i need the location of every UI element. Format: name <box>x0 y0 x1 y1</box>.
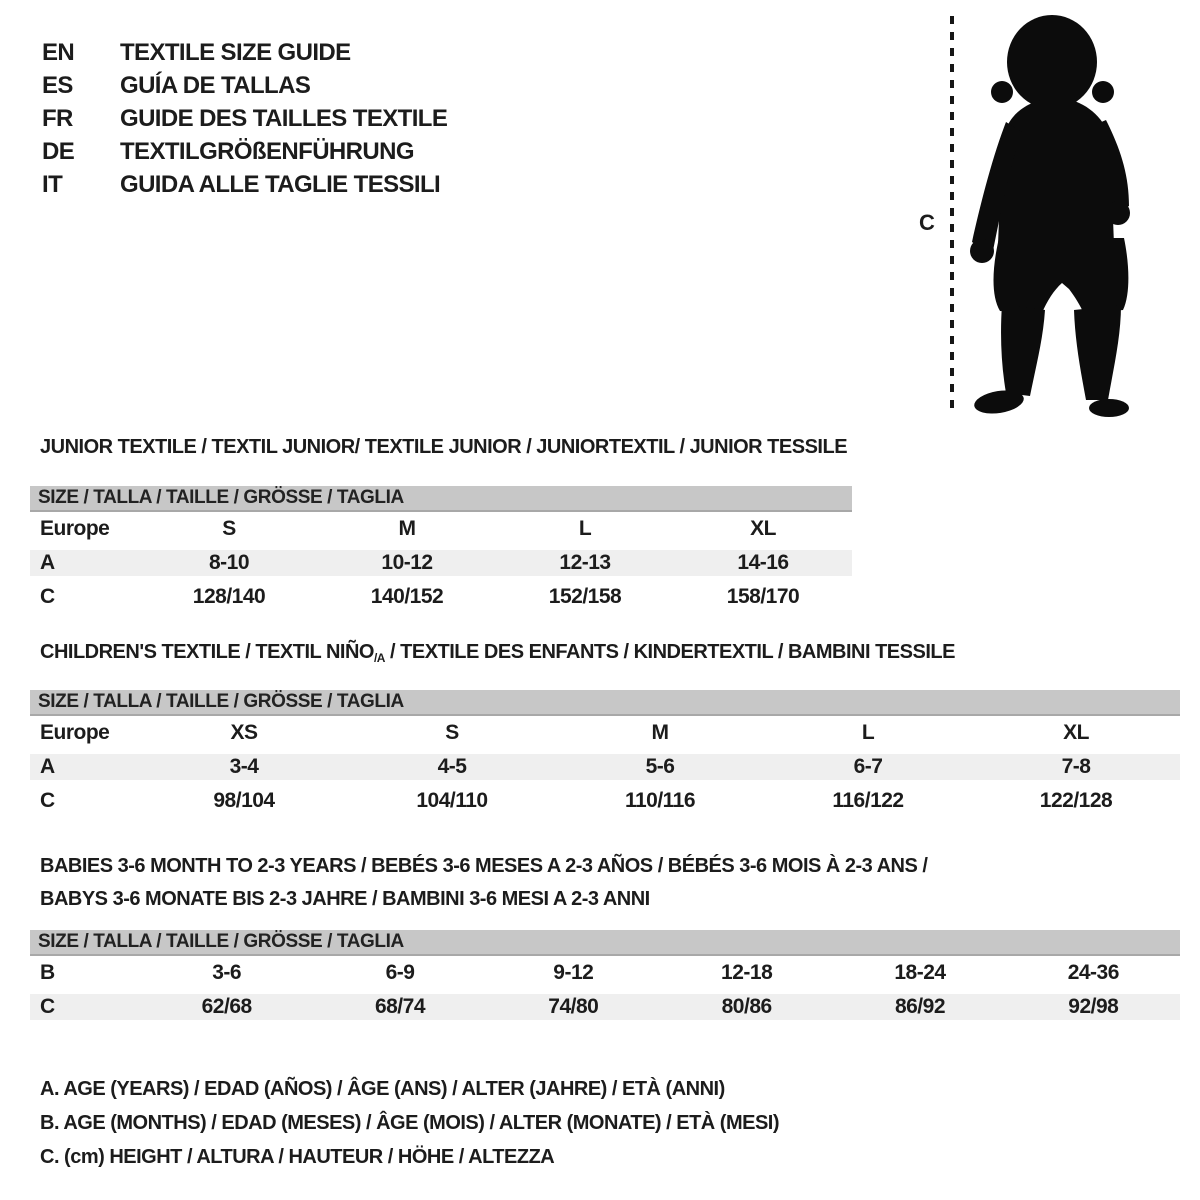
language-code: DE <box>42 137 75 165</box>
age-cell: 7-8 <box>1061 755 1091 778</box>
children-title-after: / TEXTILE DES ENFANTS / KINDERTEXTIL / BAMBINI TESSILE <box>384 641 955 663</box>
age-cell: 10-12 <box>381 551 433 574</box>
babies-title-line2: BABYS 3-6 MONATE BIS 2-3 JAHRE / BAMBINI 3-6 MESI A 2-3 ANNI <box>40 888 650 910</box>
table-row-height-cm <box>30 990 1180 1024</box>
age-cell: 3-4 <box>229 755 259 778</box>
guide-title-es: GUÍA DE TALLAS <box>120 71 311 99</box>
children-title-sub: /A <box>373 651 385 665</box>
row-label: C <box>40 995 55 1018</box>
age-cell: 14-16 <box>737 551 789 574</box>
junior-size-table <box>30 486 852 614</box>
size-cell: S <box>445 721 459 744</box>
size-cell: XS <box>230 721 258 744</box>
language-row <box>42 102 447 135</box>
children-title-before: CHILDREN'S TEXTILE / TEXTIL NIÑO <box>40 641 374 663</box>
language-row <box>42 69 447 102</box>
height-cell: 68/74 <box>374 995 426 1018</box>
age-cell: 24-36 <box>1067 961 1119 984</box>
age-cell: 6-7 <box>853 755 883 778</box>
age-cell: 12-18 <box>721 961 773 984</box>
row-label: C <box>40 789 55 812</box>
language-list <box>42 36 447 201</box>
table-row-height-cm <box>30 784 1180 818</box>
row-label: A <box>40 551 55 574</box>
row-label: A <box>40 755 55 778</box>
guide-title-fr: GUIDE DES TAILLES TEXTILE <box>120 104 448 132</box>
children-table-title <box>40 641 955 665</box>
legend-age-years: A. AGE (YEARS) / EDAD (AÑOS) / ÂGE (ANS) / ALTER (JAHRE) / ETÀ (ANNI) <box>40 1078 725 1100</box>
language-code: ES <box>42 71 73 99</box>
height-cell: 122/128 <box>1039 789 1113 812</box>
legend-age-months: B. AGE (MONTHS) / EDAD (MESES) / ÂGE (MOIS) / ALTER (MONATE) / ETÀ (MESI) <box>40 1112 780 1134</box>
row-label: B <box>40 961 55 984</box>
height-cell: 62/68 <box>201 995 252 1018</box>
size-header-bar: SIZE / TALLA / TAILLE / GRÖSSE / TAGLIA <box>30 930 1180 956</box>
size-cell: XL <box>1063 721 1089 744</box>
babies-table-title <box>40 850 927 916</box>
height-measure-label: C <box>919 210 935 235</box>
size-cell: M <box>651 721 669 744</box>
row-label: Europe <box>40 517 110 540</box>
height-cell: 110/116 <box>624 789 696 812</box>
age-cell: 3-6 <box>212 961 242 984</box>
children-size-table <box>30 690 1180 818</box>
table-row-age-months <box>30 956 1180 990</box>
size-header-bar: SIZE / TALLA / TAILLE / GRÖSSE / TAGLIA <box>30 486 852 512</box>
junior-table-title: JUNIOR TEXTILE / TEXTIL JUNIOR/ TEXTILE JUNIOR / JUNIORTEXTIL / JUNIOR TESSILE <box>40 436 848 458</box>
measurement-legend <box>40 1072 779 1174</box>
age-cell: 5-6 <box>645 755 675 778</box>
height-measure-line <box>950 16 954 416</box>
height-cell: 92/98 <box>1068 995 1119 1018</box>
language-row <box>42 168 447 201</box>
guide-title-en: TEXTILE SIZE GUIDE <box>120 38 351 66</box>
language-code: FR <box>42 104 73 132</box>
guide-title-it: GUIDA ALLE TAGLIE TESSILI <box>120 170 441 198</box>
table-row-europe <box>30 716 1180 750</box>
toddler-silhouette-icon <box>962 10 1167 422</box>
age-cell: 9-12 <box>553 961 594 984</box>
height-cell: 158/170 <box>726 585 800 608</box>
age-cell: 6-9 <box>385 961 415 984</box>
row-label: Europe <box>40 721 110 744</box>
height-cell: 80/86 <box>721 995 772 1018</box>
babies-title-line1: BABIES 3-6 MONTH TO 2-3 YEARS / BEBÉS 3-6 MESES A 2-3 AÑOS / BÉBÉS 3-6 MOIS À 2-3 ANS / <box>40 855 928 877</box>
table-row-age-years <box>30 546 852 580</box>
height-cell: 140/152 <box>370 585 444 608</box>
height-cell: 128/140 <box>192 585 266 608</box>
table-row-age-years <box>30 750 1180 784</box>
size-cell: M <box>398 517 416 540</box>
height-cell: 104/110 <box>416 789 488 812</box>
size-header-bar: SIZE / TALLA / TAILLE / GRÖSSE / TAGLIA <box>30 690 1180 716</box>
age-cell: 12-13 <box>559 551 611 574</box>
guide-title-de: TEXTILGRÖßENFÜHRUNG <box>120 137 414 165</box>
height-cell: 98/104 <box>213 789 275 812</box>
size-cell: XL <box>750 517 776 540</box>
age-cell: 18-24 <box>894 961 946 984</box>
language-row <box>42 135 447 168</box>
babies-size-table <box>30 930 1180 1024</box>
size-cell: S <box>222 517 236 540</box>
age-cell: 8-10 <box>208 551 250 574</box>
height-cell: 74/80 <box>548 995 599 1018</box>
height-cell: 152/158 <box>548 585 622 608</box>
language-code: EN <box>42 38 75 66</box>
size-cell: L <box>861 721 875 744</box>
language-row <box>42 36 447 69</box>
height-cell: 86/92 <box>894 995 946 1018</box>
size-cell: L <box>578 517 592 540</box>
language-code: IT <box>42 170 63 198</box>
height-cell: 116/122 <box>832 789 904 812</box>
legend-height-cm: C. (cm) HEIGHT / ALTURA / HAUTEUR / HÖHE / ALTEZZA <box>40 1146 555 1168</box>
age-cell: 4-5 <box>437 755 467 778</box>
table-row-height-cm <box>30 580 852 614</box>
table-row-europe <box>30 512 852 546</box>
row-label: C <box>40 585 55 608</box>
